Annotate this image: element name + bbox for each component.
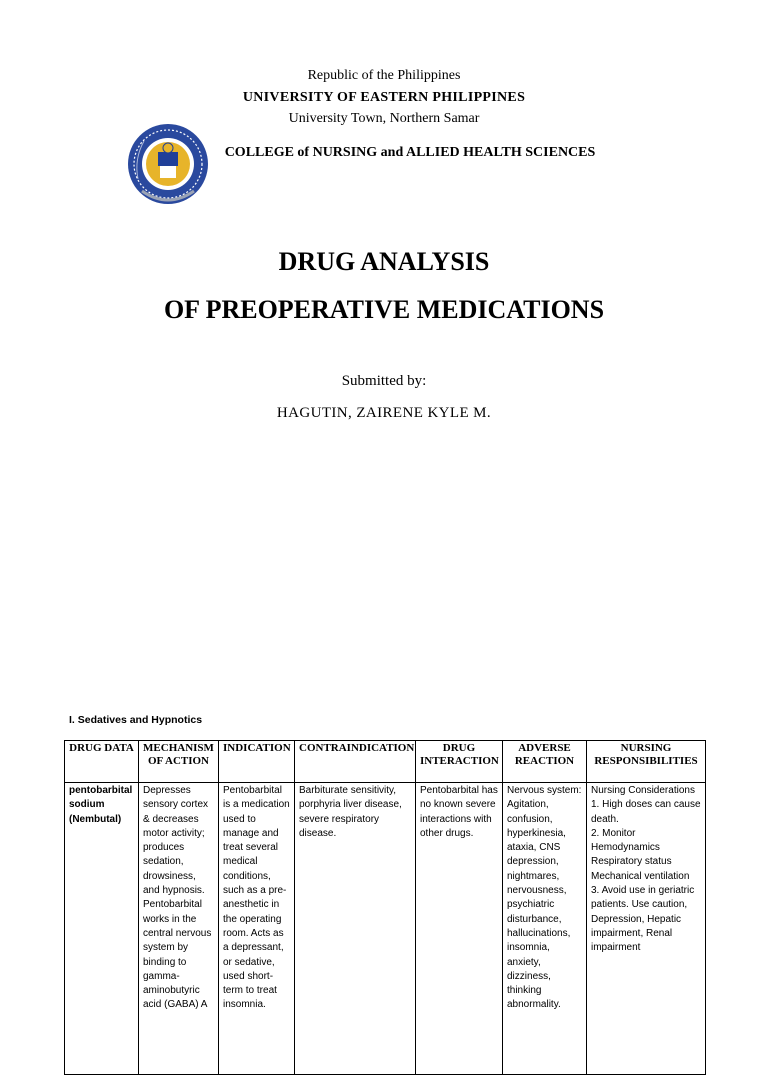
- document-title-line1: DRUG ANALYSIS: [278, 247, 490, 276]
- submitter-name: HAGUTIN, ZAIRENE KYLE M.: [276, 405, 492, 421]
- submitted-by-label: Submitted by:: [341, 373, 427, 389]
- section-title: I. Sedatives and Hypnotics: [69, 714, 203, 726]
- cell-mechanism: Depresses sensory cortex & decreases motor activity; produces sedation, drowsiness, and hypnosis. Pentobarbital works in the central nervous system by binding to gamma-aminobutyric acid (GABA) A: [139, 783, 219, 1075]
- cell-nursing: Nursing Considerations 1. High doses can cause death. 2. Monitor Hemodynamics Respiratory status Mechanical ventilation 3. Avoid use in geriatric patients. Use caution, Depression, Hepatic impairment, Renal impairment: [587, 783, 706, 1075]
- header-adverse-reaction: ADVERSE REACTION: [503, 741, 587, 783]
- header-mechanism: MECHANISM OF ACTION: [139, 741, 219, 783]
- header-contraindication: CONTRAINDICATION: [295, 741, 416, 783]
- cell-drug: pentobarbital sodium (Nembutal): [65, 783, 139, 1075]
- header-university: UNIVERSITY OF EASTERN PHILIPPINES: [242, 90, 526, 105]
- header-indication: INDICATION: [219, 741, 295, 783]
- document-title-line2: OF PREOPERATIVE MEDICATIONS: [163, 295, 605, 324]
- header-drug-interaction: DRUG INTERACTION: [416, 741, 503, 783]
- header-nursing-responsibilities: NURSING RESPONSIBILITIES: [587, 741, 706, 783]
- header-drug-data: DRUG DATA: [65, 741, 139, 783]
- cell-indication: Pentobarbital is a medication used to manage and treat several medical conditions, such as a pre-anesthetic in the operating room. Acts as a depressant, or sedative, used short-term to treat insomnia.: [219, 783, 295, 1075]
- header-college: COLLEGE of NURSING and ALLIED HEALTH SCIENCES: [224, 145, 596, 160]
- header-republic: Republic of the Philippines: [307, 68, 461, 83]
- header-town: University Town, Northern Samar: [288, 111, 480, 126]
- cell-interaction: Pentobarbital has no known severe interactions with other drugs.: [416, 783, 503, 1075]
- table-header-row: [65, 741, 706, 783]
- cell-adverse: Nervous system: Agitation, confusion, hyperkinesia, ataxia, CNS depression, nightmares, nervousness, psychiatric disturbance, hallucinations, insomnia, anxiety, dizziness, thinking abnormality.: [503, 783, 587, 1075]
- cell-contraindication: Barbiturate sensitivity, porphyria liver disease, severe respiratory disease.: [295, 783, 416, 1075]
- table-row: [65, 783, 706, 1075]
- university-seal-icon: [124, 119, 212, 213]
- drug-analysis-table: [64, 740, 706, 1075]
